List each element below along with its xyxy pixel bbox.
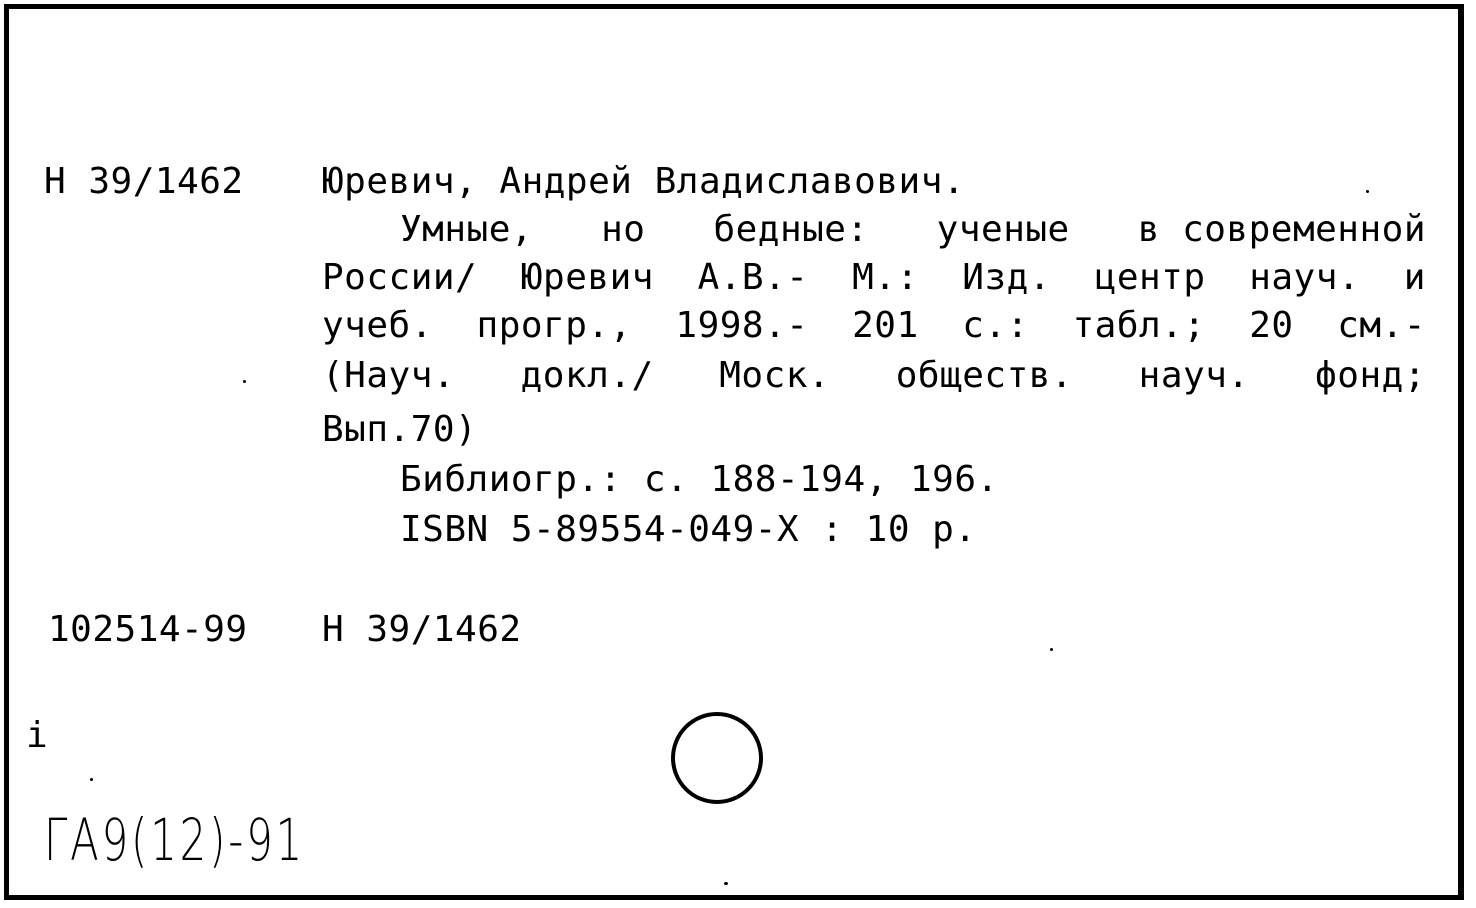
word: России/	[322, 257, 478, 298]
speck	[724, 882, 728, 885]
word: А.В.-	[697, 257, 809, 298]
speck	[1366, 190, 1369, 193]
title-line-2	[322, 257, 1426, 298]
word: 1998.-	[675, 305, 809, 346]
call-number: Н 39/1462	[44, 161, 244, 202]
inventory-number: 102514-99	[48, 609, 248, 650]
speck	[1050, 648, 1053, 651]
word: Изд.	[962, 257, 1051, 298]
word: М.:	[852, 257, 919, 298]
word: с.:	[962, 305, 1029, 346]
word: бедные:	[713, 209, 869, 250]
word: прогр.,	[476, 305, 632, 346]
word: см.-	[1337, 305, 1426, 346]
word: в современной	[1137, 209, 1426, 250]
author-heading: Юревич, Андрей Владиславович.	[322, 161, 966, 202]
shelf-mark: Н 39/1462	[322, 609, 522, 650]
isbn-line: ISBN 5-89554-049-X : 10 р.	[400, 509, 977, 550]
word: и	[1403, 257, 1426, 298]
title-line-3	[322, 305, 1426, 346]
word: фонд;	[1315, 355, 1426, 396]
bibliography-note: Библиогр.: с. 188-194, 196.	[400, 459, 999, 500]
word: но	[601, 209, 646, 250]
word: науч.	[1138, 355, 1250, 396]
marker-letter: i	[26, 715, 49, 756]
word: центр	[1094, 257, 1206, 298]
word: учеб.	[322, 305, 433, 346]
word: ученые	[936, 209, 1070, 250]
speck	[90, 778, 93, 781]
word: 20	[1249, 305, 1294, 346]
word: (Науч.	[322, 355, 456, 396]
punch-hole-circle	[671, 712, 763, 804]
series-end: Вып.70)	[322, 409, 478, 450]
speck	[243, 380, 246, 383]
title-line-1	[400, 209, 1426, 250]
word: докл./	[520, 355, 654, 396]
word: Моск.	[719, 355, 831, 396]
word: науч.	[1249, 257, 1361, 298]
word: обществ.	[895, 355, 1074, 396]
handwritten-classification: ГА9(12)-91	[44, 806, 306, 874]
word: табл.;	[1072, 305, 1206, 346]
word: Юревич	[520, 257, 654, 298]
word: Умные,	[400, 209, 534, 250]
word: 201	[852, 305, 919, 346]
title-line-4	[322, 355, 1426, 396]
